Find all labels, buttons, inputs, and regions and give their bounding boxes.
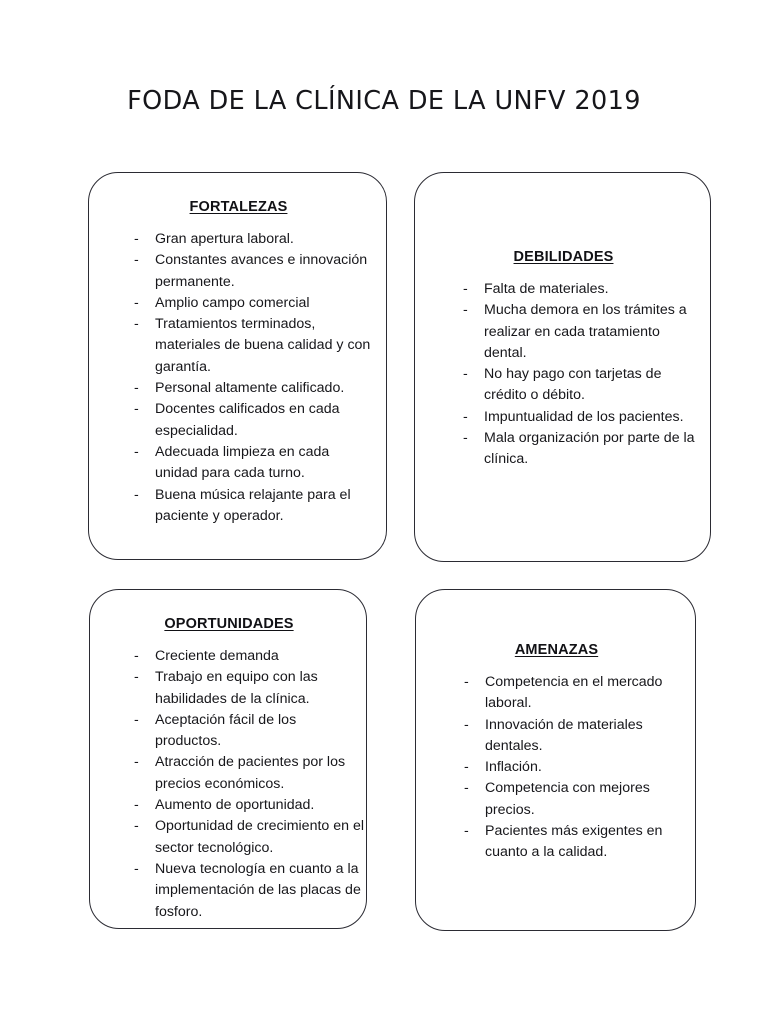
list-item: - Falta de materiales. — [463, 279, 703, 300]
list-item: - Docentes calificados en cada especialidad. — [134, 399, 374, 442]
quadrant-heading-fortalezas: FORTALEZAS — [189, 199, 288, 215]
quadrant-heading-oportunidades: OPORTUNIDADES — [164, 616, 294, 632]
list-item: - Atracción de pacientes por los precios económicos. — [134, 752, 366, 795]
quadrant-list-debilidades — [463, 279, 703, 471]
list-item: - Competencia en el mercado laboral. — [464, 672, 696, 715]
quadrant-oportunidades — [89, 589, 367, 929]
list-item: - Constantes avances e innovación permanente. — [134, 250, 374, 293]
list-item: - Nueva tecnología en cuanto a la implementación de las placas de fosforo. — [134, 859, 366, 923]
quadrant-heading-amenazas: AMENAZAS — [514, 642, 599, 658]
quadrant-fortalezas — [88, 172, 387, 560]
list-item: - Inflación. — [464, 757, 696, 778]
list-item: - Innovación de materiales dentales. — [464, 715, 696, 758]
list-item: - Amplio campo comercial — [134, 293, 374, 314]
list-item: - Aumento de oportunidad. — [134, 795, 366, 816]
list-item: - Pacientes más exigentes en cuanto a la calidad. — [464, 821, 696, 864]
list-item: - Mala organización por parte de la clínica. — [463, 428, 703, 471]
quadrant-list-amenazas — [464, 672, 696, 864]
list-item: - Tratamientos terminados, materiales de buena calidad y con garantía. — [134, 314, 374, 378]
list-item: - Impuntualidad de los pacientes. — [463, 407, 703, 428]
list-item: - Oportunidad de crecimiento en el sector tecnológico. — [134, 816, 366, 859]
page-title: FODA DE LA CLÍNICA DE LA UNFV 2019 — [127, 86, 641, 116]
list-item: - Mucha demora en los trámites a realizar en cada tratamiento dental. — [463, 300, 703, 364]
quadrant-list-fortalezas — [134, 229, 374, 527]
list-item: - Adecuada limpieza en cada unidad para cada turno. — [134, 442, 374, 485]
list-item: - Buena música relajante para el paciente y operador. — [134, 485, 374, 528]
list-item: - No hay pago con tarjetas de crédito o débito. — [463, 364, 703, 407]
list-item: - Trabajo en equipo con las habilidades de la clínica. — [134, 667, 366, 710]
list-item: - Competencia con mejores precios. — [464, 778, 696, 821]
quadrant-amenazas — [415, 589, 696, 931]
list-item: - Aceptación fácil de los productos. — [134, 710, 366, 753]
quadrant-list-oportunidades — [134, 646, 366, 923]
list-item: - Gran apertura laboral. — [134, 229, 374, 250]
quadrant-heading-debilidades: DEBILIDADES — [513, 249, 614, 265]
list-item: - Creciente demanda — [134, 646, 366, 667]
quadrant-debilidades — [414, 172, 711, 562]
list-item: - Personal altamente calificado. — [134, 378, 374, 399]
